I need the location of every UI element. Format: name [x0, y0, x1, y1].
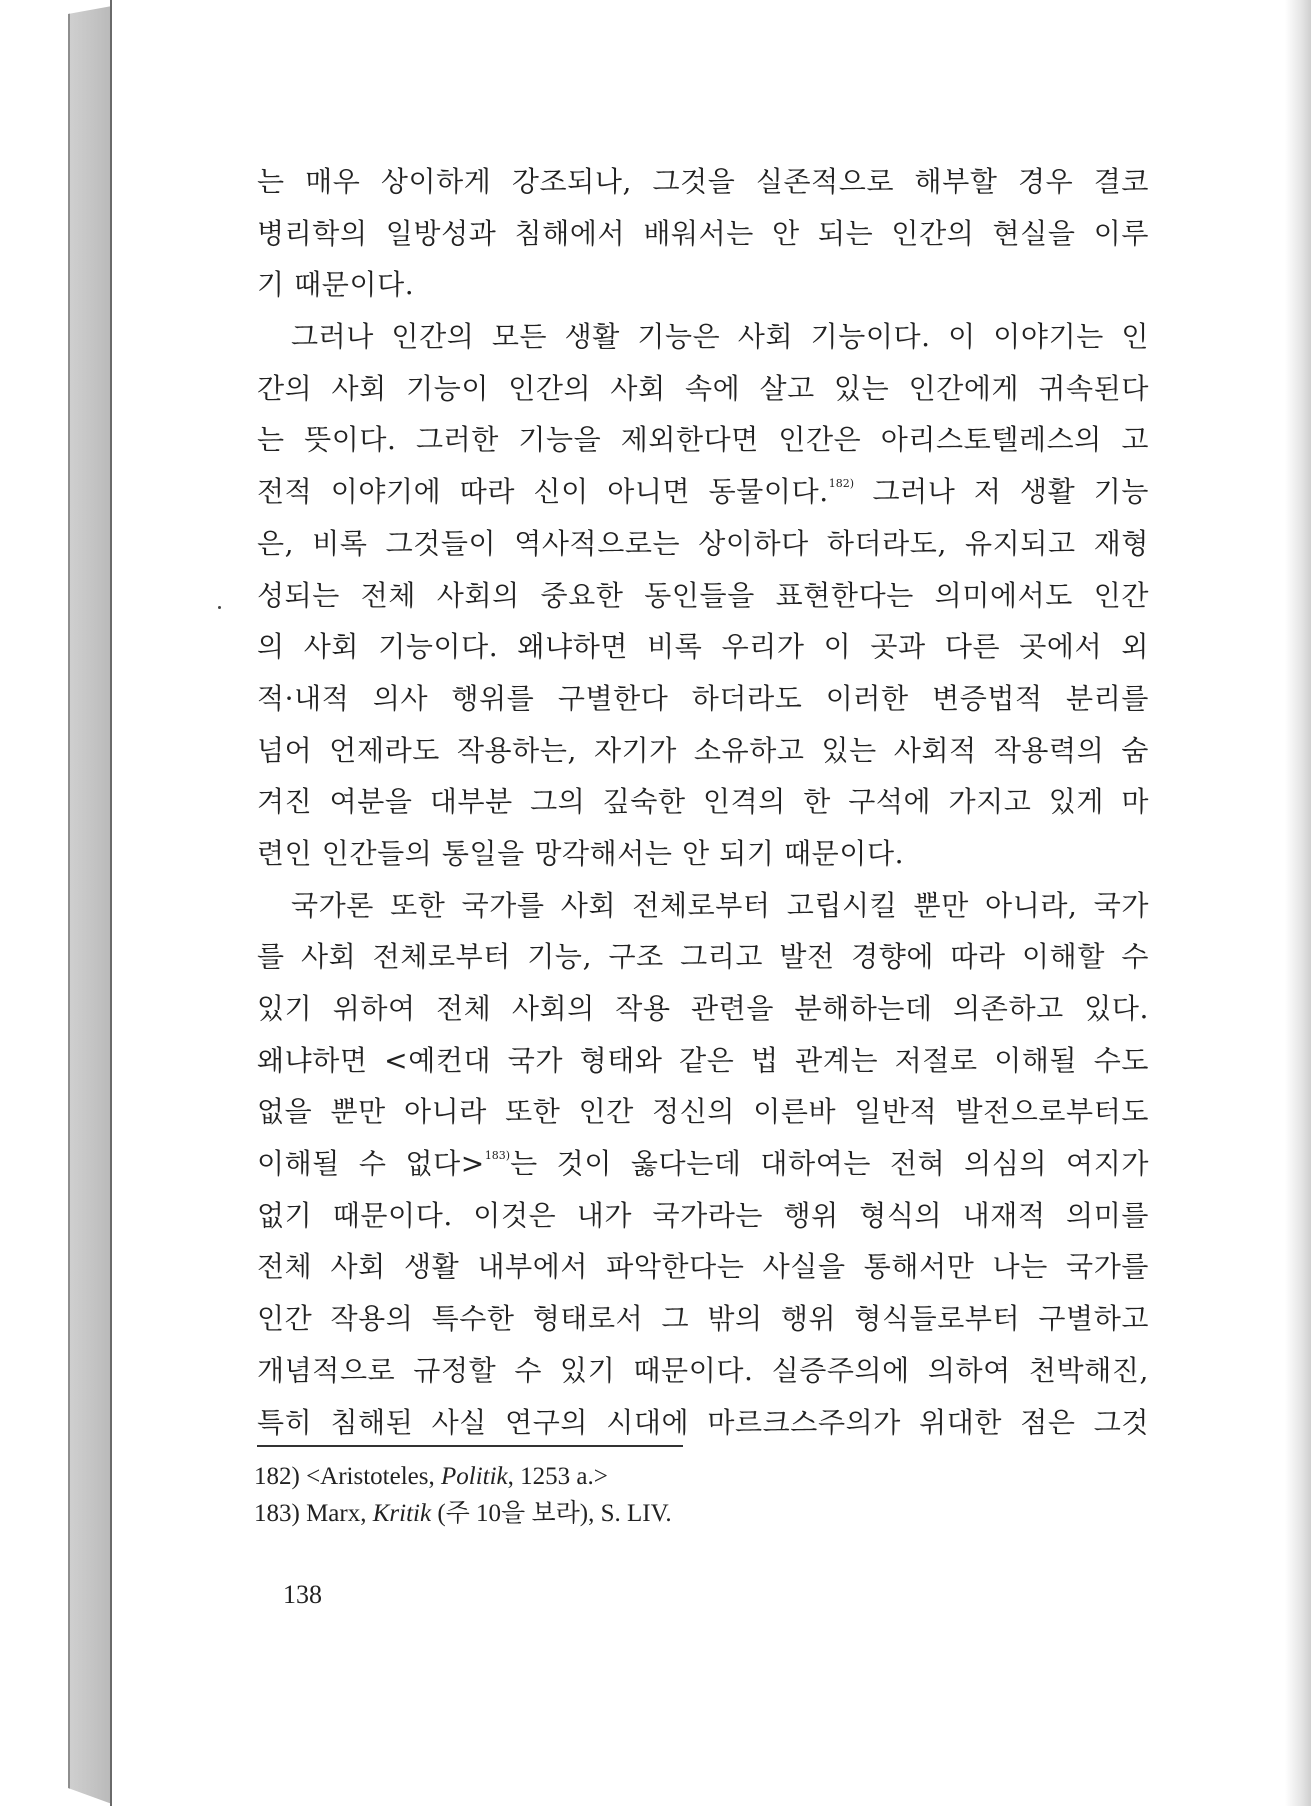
- text-line: 는 매우 상이하게 강조되나, 그것을 실존적으로 해부할 경우 결코: [257, 165, 1149, 198]
- page-right-shadow: [1285, 0, 1311, 1806]
- text-segment: 그러나 저 생활 기능: [854, 475, 1149, 509]
- text-line: 적·내적 의사 행위를 구별한다 하더라도 이러한 변증법적 분리를: [257, 681, 1149, 715]
- text-line: 성되는 전체 사회의 중요한 동인들을 표현한다는 의미에서도 인간: [257, 578, 1149, 612]
- footnotes: [254, 1458, 672, 1532]
- footnote-text: <Aristoteles,: [306, 1463, 441, 1490]
- footnote-text: , 1253 a.>: [507, 1463, 608, 1490]
- text-line: 간의 사회 기능이 인간의 사회 속에 살고 있는 인간에게 귀속된다: [257, 371, 1149, 405]
- footnote-number: 183): [254, 1500, 300, 1527]
- text-line: 왜냐하면 <예컨대 국가 형태와 같은 법 관계는 저절로 이해될 수도: [257, 1043, 1149, 1077]
- book-spine-edge: [68, 6, 112, 1804]
- footnote-182: [254, 1458, 672, 1495]
- text-line: 는 뜻이다. 그러한 기능을 제외한다면 인간은 아리스토텔레스의 고: [257, 423, 1149, 457]
- footnote-title: Politik: [441, 1463, 508, 1490]
- text-line: 련인 인간들의 통일을 망각해서는 안 되기 때문이다.: [257, 836, 905, 870]
- text-line: 를 사회 전체로부터 기능, 구조 그리고 발전 경향에 따라 이해할 수: [257, 940, 1149, 974]
- page-left-border: [110, 0, 112, 1806]
- print-speck: [218, 606, 221, 609]
- text-line: 없기 때문이다. 이것은 내가 국가라는 행위 형식의 내재적 의미를: [257, 1198, 1149, 1232]
- footnote-ref-183[interactable]: 183): [484, 1149, 511, 1163]
- footnote-text: Marx,: [306, 1500, 373, 1527]
- text-line: 전체 사회 생활 내부에서 파악한다는 사실을 통해서만 나는 국가를: [257, 1250, 1149, 1284]
- text-line-with-footnote-183: [257, 1138, 1149, 1190]
- footnote-183: [254, 1495, 672, 1532]
- text-segment: 는 것이 옳다는데 대하여는 전혀 의심의 여지가: [510, 1147, 1149, 1181]
- text-line: 없을 뿐만 아니라 또한 인간 정신의 이른바 일반적 발전으로부터도: [257, 1095, 1149, 1129]
- footnote-ref-182[interactable]: 182): [828, 477, 855, 491]
- footnote-text: (주 10을 보라), S. LIV.: [431, 1500, 672, 1527]
- text-line: 개념적으로 규정할 수 있기 때문이다. 실증주의에 의하여 천박해진,: [257, 1353, 1149, 1387]
- text-line: 병리학의 일방성과 침해에서 배워서는 안 되는 인간의 현실을 이루: [257, 216, 1149, 250]
- text-line-with-footnote-182: [257, 466, 1149, 518]
- text-line: 있기 위하여 전체 사회의 작용 관련을 분해하는데 의존하고 있다.: [257, 992, 1149, 1025]
- text-line: 기 때문이다.: [257, 268, 415, 302]
- footnote-number: 182): [254, 1463, 300, 1490]
- text-segment: 이해될 수 없다>: [257, 1147, 485, 1181]
- text-line: 의 사회 기능이다. 왜냐하면 비록 우리가 이 곳과 다른 곳에서 외: [257, 630, 1149, 664]
- text-line: 인간 작용의 특수한 형태로서 그 밖의 행위 형식들로부터 구별하고: [257, 1302, 1149, 1336]
- body-text: [257, 156, 1149, 1448]
- text-line: 국가론 또한 국가를 사회 전체로부터 고립시킬 뿐만 아니라, 국가: [291, 888, 1149, 922]
- page-number: 138: [283, 1580, 322, 1609]
- text-line: 그러나 인간의 모든 생활 기능은 사회 기능이다. 이 이야기는 인: [291, 320, 1149, 354]
- footnote-divider: [257, 1445, 683, 1447]
- text-line: 은, 비록 그것들이 역사적으로는 상이하다 하더라도, 유지되고 재형: [257, 526, 1149, 560]
- text-line: 특히 침해된 사실 연구의 시대에 마르크스주의가 위대한 점은 그것: [257, 1405, 1149, 1439]
- text-segment: 전적 이야기에 따라 신이 아니면 동물이다.: [257, 475, 829, 509]
- text-line: 넘어 언제라도 작용하는, 자기가 소유하고 있는 사회적 작용력의 숨: [257, 733, 1149, 767]
- footnote-title: Kritik: [372, 1500, 432, 1527]
- text-line: 겨진 여분을 대부분 그의 깊숙한 인격의 한 구석에 가지고 있게 마: [257, 785, 1149, 819]
